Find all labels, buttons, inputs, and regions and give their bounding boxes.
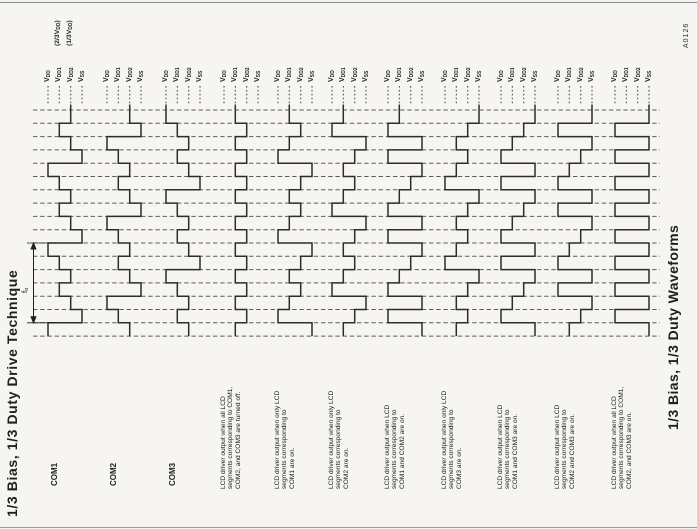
level-label-vdd2 (407, 67, 414, 82)
level-label-vdd2 (577, 67, 584, 82)
waveform-trace (615, 105, 649, 337)
trace-description-line: LCD driver output when only LCD (441, 390, 448, 489)
waveform-trace (388, 105, 422, 337)
level-label-vdd2 (464, 67, 471, 82)
trace-description-line: segments corresponding to (504, 409, 512, 489)
trace-description-line: segments corresponding to (391, 409, 399, 489)
trace-description-line: COM2, and COM3 are on. (625, 412, 633, 489)
level-label-main: V (530, 77, 538, 82)
level-label-vdd (220, 70, 227, 82)
level-label-main: V (125, 77, 133, 82)
trace-description (554, 405, 576, 489)
level-label-vss (588, 71, 595, 82)
level-label-sub: SS (139, 70, 146, 78)
level-label-vdd1 (55, 67, 62, 82)
level-label-main: V (633, 77, 641, 82)
level-label-vdd1 (565, 67, 572, 82)
level-label-main: V (519, 77, 527, 82)
level-label-vdd (497, 70, 504, 82)
trace-description (611, 387, 633, 489)
level-label-vdd1 (395, 67, 402, 82)
level-label-vss (137, 71, 144, 82)
trace-label-text: COM1 (50, 462, 59, 486)
bias-annotation-sub: DD (67, 22, 74, 30)
bias-annotation (67, 20, 74, 46)
frame-period-main: f (20, 290, 29, 293)
trace-description-line: segments corresponding to (561, 409, 569, 489)
bias-annotation-sub: DD (56, 22, 63, 30)
figure-title-left: 1/3 Bias, 1/3 Duty Drive Technique (4, 269, 20, 517)
trace-description (274, 391, 296, 489)
level-label-vdd (384, 70, 391, 82)
level-label-sub: DD (556, 70, 563, 78)
level-label-main: V (173, 77, 181, 82)
bias-annotation (55, 20, 62, 46)
bias-annotation-post: ) (65, 20, 73, 23)
trace-description-line: COM3 are on. (455, 447, 463, 489)
frame-period-sub: o (24, 287, 31, 291)
level-label-main: V (195, 77, 203, 82)
level-label-vdd2 (185, 67, 192, 82)
level-label-sub: SS (420, 70, 427, 78)
level-label-main: V (496, 77, 504, 82)
level-label-main: V (285, 77, 293, 82)
level-label-vdd2 (520, 67, 527, 82)
level-label-sub: SS (198, 70, 205, 78)
level-label-vdd1 (114, 67, 121, 82)
level-label-sub: DD (613, 70, 620, 78)
level-label-vdd1 (285, 67, 292, 82)
level-label-vss (645, 71, 652, 82)
level-label-main: V (565, 77, 573, 82)
level-label-main: V (622, 77, 630, 82)
level-label-main: V (417, 77, 425, 82)
level-label-sub: DD2 (578, 67, 585, 78)
level-label-vdd1 (339, 67, 346, 82)
trace-description (220, 387, 242, 489)
trace-description-line: segments corresponding to (281, 409, 289, 489)
level-label-vdd (103, 70, 110, 82)
level-label-vss (78, 71, 85, 82)
trace-description (384, 405, 406, 489)
level-label-main: V (55, 77, 63, 82)
level-label-sub: SS (647, 70, 654, 78)
level-label-main: V (553, 77, 561, 82)
level-label-sub: DD1 (397, 67, 404, 78)
trace-description-line: LCD driver output when LCD (554, 404, 561, 489)
level-label-main: V (43, 77, 51, 82)
level-label-sub: DD (499, 70, 506, 78)
bias-annotation-post: ) (54, 20, 62, 23)
level-label-sub: DD2 (68, 67, 75, 78)
level-label-main: V (102, 77, 110, 82)
level-label-sub: DD (386, 70, 393, 78)
level-label-vdd (554, 70, 561, 82)
level-label-main: V (296, 77, 304, 82)
level-label-main: V (610, 77, 618, 82)
level-label-sub: DD2 (408, 67, 415, 78)
level-label-sub: SS (477, 70, 484, 78)
level-label-sub: DD (443, 70, 450, 78)
level-label-sub: DD2 (635, 67, 642, 78)
level-label-sub: DD1 (233, 67, 240, 78)
level-label-sub: DD1 (341, 67, 348, 78)
level-label-sub: SS (80, 70, 87, 78)
trace-label-com1 (51, 463, 59, 486)
trace-label-text: COM2 (109, 462, 118, 486)
trace-label-text: COM3 (168, 462, 177, 486)
waveform-trace (445, 105, 479, 337)
level-label-sub: DD2 (244, 67, 251, 78)
trace-description-line: segments corresponding to (448, 409, 456, 489)
level-label-main: V (474, 77, 482, 82)
level-label-sub: SS (256, 70, 263, 78)
level-label-sub: DD (105, 70, 112, 78)
level-label-sub: DD (276, 70, 283, 78)
level-label-sub: SS (533, 70, 540, 78)
figure-code: A0126 (683, 22, 690, 48)
level-label-main: V (242, 77, 250, 82)
level-label-sub: DD2 (186, 67, 193, 78)
level-label-sub: DD2 (521, 67, 528, 78)
level-label-vdd2 (67, 67, 74, 82)
level-label-sub: DD1 (175, 67, 182, 78)
level-label-main: V (327, 77, 335, 82)
trace-description-line: COM1 are on. (288, 447, 296, 489)
level-label-main: V (253, 77, 261, 82)
trace-description-line: LCD driver output when only LCD (328, 390, 335, 489)
level-label-vss (531, 71, 538, 82)
trace-description-line: segments corresponding to COM1, (227, 386, 235, 489)
level-label-sub: DD2 (465, 67, 472, 78)
time-gridlines (33, 110, 660, 336)
level-label-vdd (441, 70, 448, 82)
level-label-sub: SS (310, 70, 317, 78)
bias-annotation-pre: (2/3V (54, 29, 62, 46)
level-label-main: V (114, 77, 122, 82)
level-label-main: V (383, 77, 391, 82)
level-label-sub: DD (164, 70, 171, 78)
level-label-main: V (136, 77, 144, 82)
trace-description-line: COM1 and COM3 are on. (511, 413, 519, 489)
level-label-sub: DD1 (287, 67, 294, 78)
waveform-trace (107, 105, 141, 337)
level-label-main: V (406, 77, 414, 82)
trace-description-line: segments corresponding to COM1, (618, 386, 626, 489)
level-label-vdd (162, 70, 169, 82)
trace-description (497, 405, 519, 489)
figure-title-right: 1/3 Bias, 1/3 Duty Waveforms (665, 224, 681, 430)
level-label-vdd1 (622, 67, 629, 82)
trace-description-line: LCD driver output when LCD (384, 404, 391, 489)
level-label-sub: SS (364, 70, 371, 78)
level-label-vdd (44, 70, 51, 82)
trace-description-line: COM1 and COM2 are on. (398, 413, 406, 489)
level-label-vdd2 (297, 67, 304, 82)
level-label-main: V (231, 77, 239, 82)
level-label-sub: DD2 (127, 67, 134, 78)
level-label-sub: DD1 (116, 67, 123, 78)
level-label-main: V (161, 77, 169, 82)
level-label-sub: DD1 (510, 67, 517, 78)
waveform-trace (501, 105, 535, 337)
level-label-vdd1 (452, 67, 459, 82)
trace-description-line: LCD driver output when only LCD (274, 390, 281, 489)
level-label-sub: DD (46, 70, 53, 78)
level-label-main: V (66, 77, 74, 82)
level-label-vdd2 (126, 67, 133, 82)
level-label-sub: DD2 (298, 67, 305, 78)
level-label-vss (196, 71, 203, 82)
level-label-vdd2 (634, 67, 641, 82)
level-label-main: V (463, 77, 471, 82)
level-label-main: V (644, 77, 652, 82)
level-label-main: V (440, 77, 448, 82)
level-label-vdd2 (351, 67, 358, 82)
level-label-sub: DD1 (454, 67, 461, 78)
level-label-sub: DD2 (352, 67, 359, 78)
trace-description-line: LCD driver output when all LCD (220, 396, 227, 489)
level-label-main: V (576, 77, 584, 82)
level-label-main: V (508, 77, 516, 82)
level-label-vdd1 (231, 67, 238, 82)
trace-description-line: LCD driver output when all LCD (611, 396, 618, 489)
level-label-main: V (395, 77, 403, 82)
level-label-vdd1 (173, 67, 180, 82)
level-label-main: V (350, 77, 358, 82)
level-label-sub: DD1 (624, 67, 631, 78)
level-label-main: V (452, 77, 460, 82)
level-label-vdd2 (243, 67, 250, 82)
trace-description-line: LCD driver output when LCD (497, 404, 504, 489)
trace-description (441, 391, 463, 489)
level-label-sub: DD1 (567, 67, 574, 78)
level-label-main: V (587, 77, 595, 82)
trace-description-line: COM2, and COM3 are turned off. (234, 391, 242, 489)
level-tick-marks (48, 86, 649, 105)
level-label-vss (254, 71, 261, 82)
trace-label-com2 (110, 463, 118, 486)
level-label-vdd (328, 70, 335, 82)
waveform-trace (278, 105, 312, 337)
waveform-trace (166, 105, 200, 337)
level-label-main: V (77, 77, 85, 82)
trace-description-line: segments corresponding to (335, 409, 343, 489)
level-label-sub: SS (590, 70, 597, 78)
level-label-main: V (219, 77, 227, 82)
level-label-sub: DD (222, 70, 229, 78)
trace-description-line: COM2 are on. (342, 447, 350, 489)
waveform-trace (48, 105, 82, 337)
level-label-vss (362, 71, 369, 82)
level-label-sub: DD1 (57, 67, 64, 78)
level-label-vdd1 (508, 67, 515, 82)
trace-description (328, 391, 350, 489)
level-label-main: V (361, 77, 369, 82)
waveform-traces (48, 105, 649, 337)
trace-description-line: COM2 and COM3 are on. (568, 413, 576, 489)
level-label-vdd (611, 70, 618, 82)
level-label-main: V (184, 77, 192, 82)
level-label-vss (308, 71, 315, 82)
waveform-trace (235, 105, 246, 337)
waveform-trace (332, 105, 366, 337)
level-label-main: V (273, 77, 281, 82)
level-label-vss (475, 71, 482, 82)
bias-annotation-pre: (1/3V (65, 29, 73, 46)
level-label-main: V (339, 77, 347, 82)
trace-label-com3 (169, 463, 177, 486)
level-label-main: V (307, 77, 315, 82)
level-label-vdd (274, 70, 281, 82)
level-label-vss (418, 71, 425, 82)
level-label-sub: DD (330, 70, 337, 78)
waveform-trace (558, 105, 592, 337)
